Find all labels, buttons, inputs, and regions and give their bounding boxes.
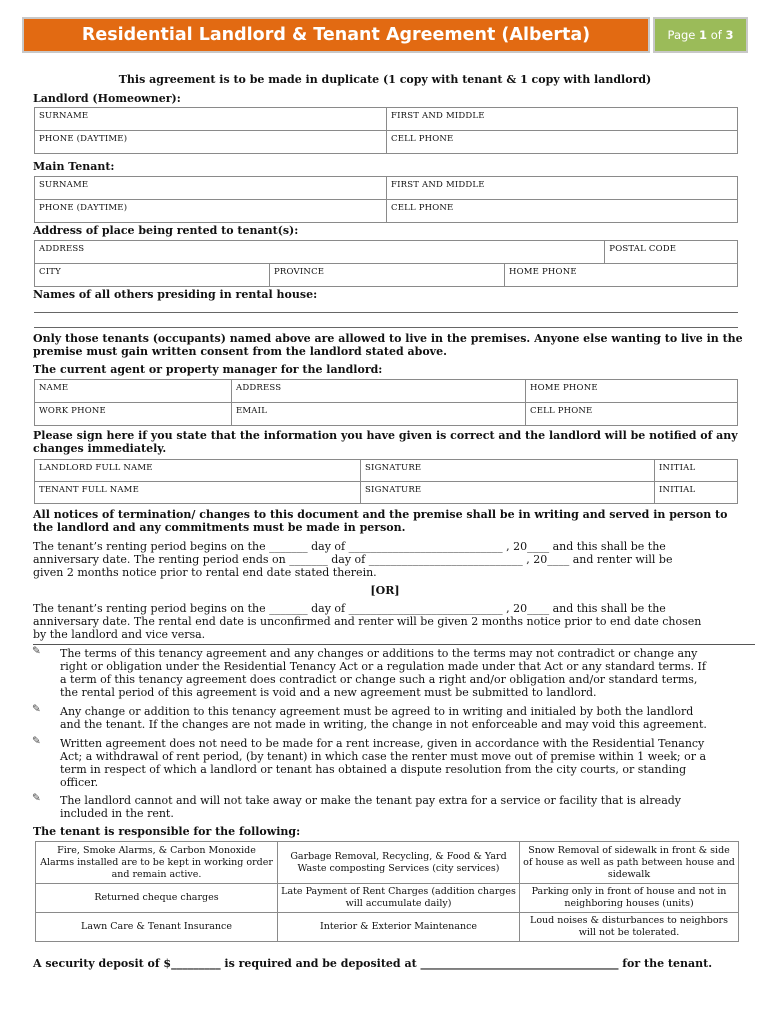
- page-indicator: [653, 17, 748, 53]
- sign-heading: Please sign here if you state that the information you have given is correct and the landlord will be notified of any changes immediately.: [33, 429, 738, 455]
- or-divider: [OR]: [370, 584, 400, 597]
- landlord-signature-field[interactable]: SIGNATURE: [361, 460, 655, 482]
- tenant-signature-field[interactable]: SIGNATURE: [361, 482, 655, 504]
- responsibility-cell: Late Payment of Rent Charges (addition charges will accumulate daily): [278, 884, 520, 913]
- landlord-initial-field[interactable]: INITIAL: [655, 460, 738, 482]
- page-total: 3: [725, 28, 734, 42]
- address-heading: Address of place being rented to tenant(s):: [33, 224, 299, 237]
- period-option-2-line-3: by the landlord and vice versa.: [33, 628, 206, 641]
- others-heading: Names of all others presiding in rental house:: [33, 288, 318, 301]
- responsibility-cell: Lawn Care & Tenant Insurance: [36, 913, 278, 942]
- bullet-3-line-2: Act; a withdrawal of rent period, (by tenant) in which case the renter must move out of premise within 1 week; or a: [60, 750, 707, 763]
- bullet-1-line-1: The terms of this tenancy agreement and any changes or additions to the terms may not contradict or change any: [60, 647, 698, 660]
- home-phone-field[interactable]: HOME PHONE: [505, 264, 738, 287]
- agent-home-phone-field[interactable]: HOME PHONE: [526, 380, 738, 403]
- landlord-cell-field[interactable]: CELL PHONE: [387, 131, 738, 154]
- landlord-heading: Landlord (Homeowner):: [33, 92, 181, 105]
- bullet-icon: ✎: [32, 703, 41, 715]
- bullet-3-line-3: term in respect of which a landlord or tenant has obtained a dispute resolution from the city courts, or standing: [60, 763, 687, 776]
- others-line-1[interactable]: [34, 312, 738, 313]
- intro-text: This agreement is to be made in duplicate (1 copy with tenant & 1 copy with landlord): [118, 73, 652, 86]
- bullet-2-line-2: and the tenant. If the changes are not made in writing, the change in not enforceable and may void this agreement.: [60, 718, 707, 731]
- responsible-heading: The tenant is responsible for the following:: [33, 825, 301, 838]
- bullet-3-line-1: Written agreement does not need to be made for a rent increase, given in accordance with the Residential Tenancy: [60, 737, 705, 750]
- notices-text: All notices of termination/ changes to this document and the premise shall be in writing and served in person to the landlord and any commitments must be made in person.: [33, 508, 728, 534]
- bullet-1-line-4: the rental period of this agreement is void and a new agreement must be submitted to landlord.: [60, 686, 597, 699]
- tenant-full-name-field[interactable]: TENANT FULL NAME: [35, 482, 361, 504]
- tenant-table: [34, 176, 738, 223]
- tenant-surname-field[interactable]: SURNAME: [35, 177, 387, 200]
- bullet-4-line-2: included in the rent.: [60, 807, 174, 820]
- agent-heading: The current agent or property manager for the landlord:: [33, 363, 383, 376]
- bullet-icon: ✎: [32, 645, 41, 657]
- bullet-1-line-3: a term of this tenancy agreement does contradict or change such a right and/or obligation and/or standard terms,: [60, 673, 698, 686]
- responsibility-cell: Fire, Smoke Alarms, & Carbon Monoxide Alarms installed are to be kept in working order and remain active.: [36, 842, 278, 884]
- of-word: of: [710, 28, 722, 42]
- landlord-phone-field[interactable]: PHONE (DAYTIME): [35, 131, 387, 154]
- landlord-surname-field[interactable]: SURNAME: [35, 108, 387, 131]
- responsibility-cell: Snow Removal of sidewalk in front & side of house as well as path between house and sidewalk: [520, 842, 739, 884]
- agent-work-phone-field[interactable]: WORK PHONE: [35, 403, 232, 426]
- responsibility-cell: Interior & Exterior Maintenance: [278, 913, 520, 942]
- bullet-1-line-2: right or obligation under the Residential Tenancy Act or a regulation made under that Act or any standard terms. If: [60, 660, 706, 673]
- bullet-3-line-4: officer.: [60, 776, 99, 789]
- city-field[interactable]: CITY: [35, 264, 270, 287]
- landlord-full-name-field[interactable]: LANDLORD FULL NAME: [35, 460, 361, 482]
- responsibility-cell: Parking only in front of house and not in neighboring houses (units): [520, 884, 739, 913]
- tenant-cell-field[interactable]: CELL PHONE: [387, 200, 738, 223]
- postal-code-field[interactable]: POSTAL CODE: [605, 241, 738, 264]
- security-deposit-text: A security deposit of $_________ is required and be deposited at ____________________________________ for the tenant.: [33, 957, 713, 970]
- section-divider: [33, 644, 755, 645]
- document-title: Residential Landlord & Tenant Agreement (Alberta): [81, 25, 591, 45]
- tenant-heading: Main Tenant:: [33, 160, 115, 173]
- period-option-2-line-1: The tenant’s renting period begins on the _______ day of ____________________________ , 20____ and this shall be the: [33, 602, 666, 615]
- signature-table: [34, 459, 738, 504]
- landlord-table: [34, 107, 738, 154]
- period-option-1-line-2: anniversary date. The renting period ends on _______ day of ____________________________ , 20____ and renter will be: [33, 553, 673, 566]
- bullet-icon: ✎: [32, 735, 41, 747]
- tenant-first-middle-field[interactable]: FIRST AND MIDDLE: [387, 177, 738, 200]
- responsibility-cell: Returned cheque charges: [36, 884, 278, 913]
- others-line-2[interactable]: [34, 327, 738, 328]
- agent-name-field[interactable]: NAME: [35, 380, 232, 403]
- agent-address-field[interactable]: ADDRESS: [232, 380, 526, 403]
- responsibility-cell: Loud noises & disturbances to neighbors will not be tolerated.: [520, 913, 739, 942]
- tenant-phone-field[interactable]: PHONE (DAYTIME): [35, 200, 387, 223]
- agent-table: [34, 379, 738, 426]
- agent-email-field[interactable]: EMAIL: [232, 403, 526, 426]
- agent-cell-field[interactable]: CELL PHONE: [526, 403, 738, 426]
- landlord-first-middle-field[interactable]: FIRST AND MIDDLE: [387, 108, 738, 131]
- responsibility-cell: Garbage Removal, Recycling, & Food & Yard Waste composting Services (city services): [278, 842, 520, 884]
- period-option-1-line-1: The tenant’s renting period begins on the _______ day of ____________________________ , 20____ and this shall be the: [33, 540, 666, 553]
- page-word: Page: [667, 28, 696, 42]
- bullet-2-line-1: Any change or addition to this tenancy agreement must be agreed to in writing and initialed by both the landlord: [60, 705, 694, 718]
- tenant-initial-field[interactable]: INITIAL: [655, 482, 738, 504]
- province-field[interactable]: PROVINCE: [270, 264, 505, 287]
- responsibilities-table: [35, 841, 739, 942]
- period-option-1-line-3: given 2 months notice prior to rental end date stated therein.: [33, 566, 377, 579]
- address-table: [34, 240, 738, 287]
- page-number: 1: [699, 28, 708, 42]
- period-option-2-line-2: anniversary date. The rental end date is unconfirmed and renter will be given 2 months notice prior to end date chosen: [33, 615, 702, 628]
- rental-address-field[interactable]: ADDRESS: [35, 241, 605, 264]
- bullet-4-line-1: The landlord cannot and will not take away or make the tenant pay extra for a service or facility that is already: [60, 794, 682, 807]
- occupants-note: Only those tenants (occupants) named above are allowed to live in the premises. Anyone else wanting to live in the premise must gain written consent from the landlord stated above.: [33, 332, 743, 358]
- bullet-icon: ✎: [32, 792, 41, 804]
